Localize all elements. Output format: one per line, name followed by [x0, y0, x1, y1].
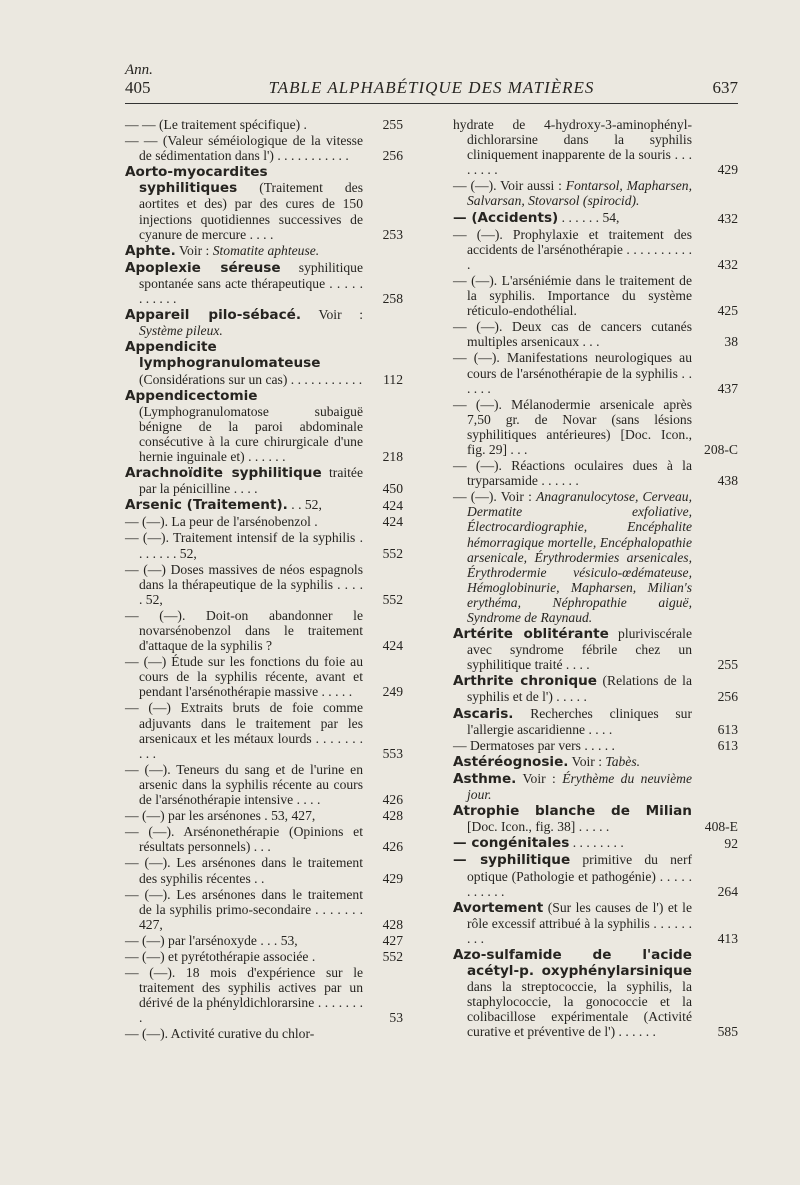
entry-text: (Lymphogranulomatose subaiguë bénigne de la paroi abdominale consécutive à la cure chirurgicale d'une hernie inguinale et) . . . . . .: [139, 403, 363, 464]
entry-text: Voir :: [178, 242, 210, 258]
index-entry: [453, 706, 738, 737]
index-entry: [125, 562, 403, 607]
entry-page-number: 428: [382, 808, 403, 824]
entry-page-number: 428: [382, 916, 403, 932]
entry-page-number: 613: [717, 737, 738, 753]
index-entry: [453, 227, 738, 272]
entry-text: — (—). Deux cas de cancers cutanés multiples arsenicaux . . .: [453, 319, 692, 350]
index-entry: [453, 350, 738, 395]
index-entry: [125, 164, 403, 241]
entry-text: pluriviscérale avec syndrome fébrile chez un syphilitique traité . . . .: [467, 626, 692, 673]
index-entry: [453, 117, 738, 177]
entry-text: — (—) Étude sur les fonctions du foie au cours de la syphilis récente, avant et pendant l'arsénothérapie massive . . . . .: [125, 654, 363, 700]
index-entry: [125, 497, 403, 513]
entry-text: — (—). Manifestations neurologiques au cours de l'arsénothérapie de la syphilis . . . . . .: [453, 350, 692, 396]
entry-text: . . . . . . 54,: [561, 209, 620, 225]
entry-page-number: 552: [382, 545, 403, 561]
entry-page-number: 432: [717, 210, 738, 226]
index-entry: [125, 1026, 403, 1041]
entry-text: syphilitique spontanée sans acte thérapeutique . . . . . . . . . . .: [139, 259, 363, 307]
entry-page-number: 432: [717, 256, 738, 272]
index-entry: [125, 530, 403, 560]
entry-keyword: Arthrite chronique: [453, 673, 598, 690]
index-entry: [125, 608, 403, 653]
entry-keyword: — (Accidents): [453, 209, 559, 226]
entry-keyword: Aorto-myocardites syphilitiques: [125, 164, 268, 197]
entry-text: Voir :: [522, 770, 556, 786]
annotation-ann: Ann.: [125, 62, 153, 78]
entry-page-number: 553: [382, 745, 403, 761]
index-entry: [453, 852, 738, 898]
index-entry: [125, 700, 403, 760]
entry-page-number: 112: [383, 371, 403, 387]
index-entry: [125, 243, 403, 259]
entry-page-number: 552: [382, 948, 403, 964]
index-entry: [125, 762, 403, 807]
index-entry: [453, 489, 738, 625]
index-entry: [125, 388, 403, 464]
entry-page-number: 258: [382, 291, 403, 307]
entry-text: . . 52,: [291, 497, 322, 513]
entry-page-number: 425: [717, 303, 738, 319]
index-entry: [453, 900, 738, 946]
index-entry: [453, 273, 738, 318]
entry-text: — (—). 18 mois d'expérience sur le traitement des syphilis actives par un dérivé de la phényldichlorarsine . . . . . . . .: [125, 965, 363, 1026]
entry-text: — (—) Extraits bruts de foie comme adjuvants dans le traitement par les arsenicaux et les métaux lourds . . . . . . . . . .: [125, 700, 363, 761]
entry-text: traitée par la pénicilline . . . .: [139, 465, 363, 497]
entry-text: [Doc. Icon., fig. 38] . . . . .: [467, 819, 610, 835]
entry-page-number: 426: [382, 792, 403, 808]
index-entry: [125, 949, 403, 964]
entry-keyword: Asthme.: [453, 770, 517, 787]
index-entry: [125, 514, 403, 529]
entry-text: (Relations de la syphilis et de l') . . . . .: [467, 673, 692, 705]
entry-text: dans la streptococcie, la syphilis, la staphylococcie, la gonococcie et la colibacillose expérimentale (Activité curative et préventive de l') . . . . . .: [467, 979, 692, 1040]
entry-page-number: 413: [717, 930, 738, 946]
right-column: [453, 117, 738, 1041]
entry-keyword: Aphte.: [125, 242, 176, 259]
index-entry: [125, 808, 403, 823]
index-entry: [125, 824, 403, 854]
entry-text: (Sur les causes de l') et le rôle excessif attribué à la syphilis . . . . . . . . .: [467, 899, 692, 946]
entry-page-number: 253: [382, 226, 403, 242]
index-entry: [125, 307, 403, 338]
entry-keyword: Arsenic (Traitement).: [125, 497, 288, 514]
entry-page-number: 424: [382, 498, 403, 514]
entry-reference: Anagranulocytose, Cerveau, Dermatite exfoliative, Électrocardiographie, Encéphalite hémorragique mortelle, Encéphalopathie arsenicale, Érythrodermies arsenicales, Érythrodermie vésiculo-œdémateuse, Hémoglobinurie, Mapharsen, Milian's erythéma, Néphropathie aiguë, Syndrome de Raynaud.: [467, 489, 693, 625]
entry-page-number: 38: [724, 334, 738, 350]
entry-page-number: 256: [717, 689, 738, 705]
entry-text: hydrate de 4-hydroxy-3-aminophényl-dichlorarsine dans la syphilis cliniquement inapparente de la souris . . . . . . . .: [453, 117, 692, 178]
index-entry: [453, 319, 738, 349]
entry-text: — (—). Activité curative du chlor-: [125, 1026, 315, 1042]
entry-page-number: 264: [717, 883, 738, 899]
entry-page-number: 256: [382, 148, 403, 164]
index-entry: [453, 771, 738, 802]
entry-text: Recherches cliniques sur l'allergie ascaridienne . . . .: [467, 705, 692, 737]
index-entry: [125, 260, 403, 306]
entry-text: — Dermatoses par vers . . . . .: [453, 737, 615, 753]
entry-page-number: 429: [717, 162, 738, 178]
entry-text: — (—) et pyrétothérapie associée .: [125, 948, 316, 964]
entry-keyword: Apoplexie séreuse: [125, 259, 281, 276]
index-entry: [125, 654, 403, 699]
entry-page-number: 613: [717, 721, 738, 737]
entry-text: — (—). L'arséniémie dans le traitement de la syphilis. Importance du système réticulo-endothélial.: [453, 272, 692, 319]
index-entry: [125, 339, 403, 386]
entry-text: — (—). Les arsénones dans le traitement de la syphilis primo-secondaire . . . . . . . 427,: [125, 886, 363, 932]
entry-text: — (—). Doit-on abandonner le novarsénobenzol dans le traitement d'attaque de la syphilis ?: [125, 607, 363, 654]
entry-text: — (—). Traitement intensif de la syphilis . . . . . . . 52,: [125, 530, 363, 561]
entry-text: — — (Le traitement spécifique) .: [125, 117, 307, 132]
entry-page-number: 255: [382, 117, 403, 132]
entry-text: — — (Valeur séméiologique de la vitesse de sédimentation dans l') . . . . . . . . . . .: [125, 133, 363, 164]
page-number: 637: [712, 78, 738, 97]
entry-page-number: 208-C: [704, 441, 738, 457]
index-entry: [453, 835, 738, 851]
entry-reference: Fontarsol, Mapharsen, Salvarsan, Stovarsol (spirocid).: [467, 178, 692, 209]
entry-keyword: — syphilitique: [453, 852, 571, 869]
entry-page-number: 424: [382, 514, 403, 530]
index-entry: [453, 947, 738, 1040]
entry-reference: Érythème du neuvième jour.: [467, 770, 692, 803]
entry-text: — (—). Mélanodermie arsenicale après 7,50 gr. de Novar (sans lésions syphilitiques antérieures) [Doc. Icon., fig. 29] . . .: [453, 396, 692, 457]
index-entry: [453, 738, 738, 753]
left-column: [125, 117, 403, 1043]
entry-page-number: 450: [382, 481, 403, 497]
entry-keyword: Appareil pilo-sébacé.: [125, 307, 302, 324]
entry-page-number: 408-E: [704, 819, 738, 835]
index-entry: [125, 887, 403, 932]
entry-keyword: Atrophie blanche de Milian: [453, 803, 692, 820]
entry-page-number: 53: [389, 1010, 403, 1026]
entry-text: . . . . . . . .: [572, 835, 624, 851]
index-entry: [125, 465, 403, 496]
entry-page-number: 429: [382, 870, 403, 886]
entry-reference: Stomatite aphteuse.: [212, 242, 320, 258]
index-entry: [453, 397, 738, 457]
entry-keyword: Azo-sulfamide de l'acide acétyl-p. oxyphénylarsinique: [453, 946, 692, 980]
running-header: [125, 78, 738, 100]
index-entry: [453, 458, 738, 488]
index-entry: [453, 673, 738, 704]
header-title: TABLE ALPHABÉTIQUE DES MATIÈRES: [268, 78, 595, 97]
entry-text: — (—). Réactions oculaires dues à la tryparsamide . . . . . .: [453, 458, 692, 489]
entry-keyword: Avortement: [453, 899, 544, 916]
entry-page-number: 92: [724, 836, 738, 852]
entry-page-number: 218: [382, 448, 403, 464]
entry-text: — (—). La peur de l'arsénobenzol .: [125, 514, 318, 530]
entry-page-number: 437: [717, 380, 738, 396]
entry-page-number: 255: [717, 657, 738, 673]
entry-keyword: — congénitales: [453, 835, 570, 852]
index-entry: [125, 965, 403, 1025]
entry-text: Voir :: [318, 307, 364, 323]
entry-keyword: Arachnoïdite syphilitique: [125, 465, 322, 482]
header-rule: [125, 103, 738, 104]
entry-text: — (—) par les arsénones . 53, 427,: [125, 808, 316, 824]
entry-text: (Considérations sur un cas) . . . . . . . . . . .: [139, 371, 363, 387]
entry-page-number: 249: [382, 684, 403, 700]
entry-text: (Traitement des aortites et des) par des cures de 150 injections quotidiennes successives de cyanure de mercure . . . .: [139, 180, 363, 242]
index-entry: [125, 117, 403, 132]
index-entry: [453, 626, 738, 672]
entry-text: — (—). Voir aussi :: [453, 178, 562, 194]
entry-page-number: 438: [717, 473, 738, 489]
entry-reference: Tabès.: [605, 753, 641, 769]
entry-page-number: 426: [382, 839, 403, 855]
index-entry: [453, 803, 738, 834]
header-left-number: 405: [125, 78, 151, 97]
entry-text: primitive du nerf optique (Pathologie et pathogénie) . . . . . . . . . . .: [467, 852, 692, 899]
entry-text: Voir :: [571, 753, 602, 769]
index-entry: [453, 754, 738, 770]
entry-text: — (—) par l'arsénoxyde . . . 53,: [125, 932, 298, 948]
entry-page-number: 585: [717, 1024, 738, 1040]
entry-text: — (—). Arsénonethérapie (Opinions et résultats personnels) . . .: [125, 824, 363, 855]
entry-text: — (—). Teneurs du sang et de l'urine en arsenic dans la syphilis récente au cours de l'arsénothérapie intensive . . . .: [125, 761, 363, 808]
entry-text: — (—). Les arsénones dans le traitement des syphilis récentes . .: [125, 855, 363, 886]
entry-text: — (—). Voir :: [453, 489, 532, 505]
entry-keyword: Astéréognosie.: [453, 753, 569, 770]
entry-page-number: 427: [382, 932, 403, 948]
index-entry: [125, 933, 403, 948]
entry-text: — (—). Prophylaxie et traitement des accidents de l'arsénothérapie . . . . . . . . . . .: [453, 226, 692, 272]
index-entry: [125, 855, 403, 885]
index-entry: [453, 210, 738, 226]
entry-page-number: 424: [382, 638, 403, 654]
index-entry: [453, 178, 738, 208]
entry-keyword: Ascaris.: [453, 705, 514, 722]
entry-keyword: Artérite oblitérante: [453, 626, 609, 643]
entry-text: — (—) Doses massives de néos espagnols dans la thérapeutique de la syphilis . . . . . 52,: [125, 561, 363, 607]
entry-keyword: Appendicite lymphogranulomateuse: [125, 339, 321, 372]
index-entry: [125, 133, 403, 163]
entry-keyword: Appendicectomie: [125, 387, 258, 404]
entry-page-number: 552: [382, 591, 403, 607]
entry-reference: Système pileux.: [139, 323, 223, 339]
